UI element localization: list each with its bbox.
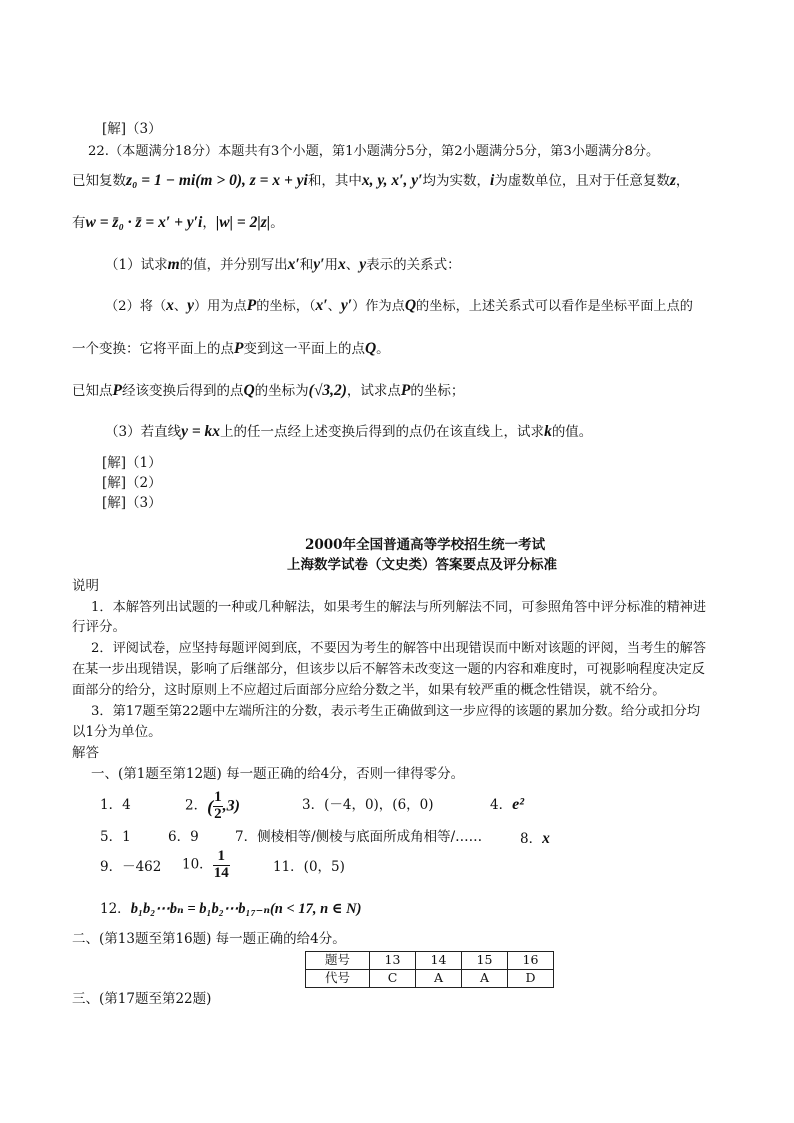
math-paren: ( <box>207 796 214 817</box>
math-P: P <box>234 340 244 357</box>
answers-heading: 解答 <box>72 745 99 761</box>
text: ）作为点 <box>352 299 405 314</box>
text: ， <box>202 215 216 231</box>
math-x-prime: x′ <box>287 256 300 273</box>
note-3-line-1: 3．第17题至第22题中左端所注的分数，表示考生正确做到这一步应得的该题的累加分数。给分或扣分均 <box>91 704 701 719</box>
table-cell: C <box>370 970 416 988</box>
answer-1: 1．4 <box>100 797 131 813</box>
section-1-heading: 一、(第1题至第12题) 每一题正确的给4分，否则一律得零分。 <box>91 766 465 782</box>
text: 的坐标，（ <box>256 299 316 314</box>
fraction-numerator: 1 <box>214 789 222 805</box>
text: 和，其中 <box>307 173 362 189</box>
fraction-numerator: 1 <box>213 849 230 866</box>
text: 、 <box>345 257 360 273</box>
sub-question-3 <box>105 424 592 440</box>
fraction-denominator: 14 <box>213 864 229 881</box>
math-z0-definition: z₀ = 1 − mi(m > 0), z = x + yi <box>126 172 308 189</box>
text: 表示的关系式： <box>366 257 461 273</box>
table-row <box>306 952 554 970</box>
answer-5: 5．1 <box>100 829 131 845</box>
text: 一个变换：它将平面上的点 <box>72 341 234 357</box>
answer-key-title-1: 2000年全国普通高等学校招生统一考试 <box>305 537 546 553</box>
problem-22-line-1 <box>72 173 689 189</box>
answer-9: 9．－462 <box>100 859 162 875</box>
text: 变到这一平面上的点 <box>243 341 365 357</box>
math-x-prime: x′ <box>315 297 328 314</box>
sub-question-2-line-2 <box>72 341 390 357</box>
section-3-heading: 三、(第17题至第22题) <box>72 991 212 1007</box>
math-line-y-kx: y = kx <box>181 423 221 440</box>
sub-question-1 <box>105 257 461 273</box>
text: 8． <box>520 831 543 847</box>
fraction-one-fourteenth <box>213 849 230 882</box>
notes-heading: 说明 <box>72 578 99 594</box>
math-i: i <box>490 172 495 189</box>
math-real-variables: x, y, x′, y′ <box>361 172 423 189</box>
text: 、 <box>327 299 341 314</box>
table-header-cell: 题号 <box>306 952 370 970</box>
text: 12． <box>100 901 131 917</box>
note-1-line-2: 行评分。 <box>72 619 126 635</box>
answer-11: 11．(0，5) <box>273 859 345 875</box>
table-cell: A <box>416 970 462 988</box>
text: ， <box>675 173 690 189</box>
text: 2． <box>185 797 208 814</box>
text: （1）试求 <box>105 257 168 273</box>
text: 经该变换后得到的点 <box>121 383 244 399</box>
fraction-denominator: 2 <box>214 805 222 822</box>
solution-marker-3-top: [解]（3） <box>102 121 162 137</box>
math-y: y <box>359 256 367 273</box>
text: 的坐标为 <box>254 383 309 399</box>
math-y-prime: y′ <box>340 297 353 314</box>
answer-8 <box>520 831 550 847</box>
math-rest: ,3) <box>222 797 240 815</box>
text: （2）将（ <box>105 299 167 314</box>
text: 为虚数单位，且对于任意复数 <box>494 173 670 189</box>
note-3-line-2: 以1分为单位。 <box>72 724 162 740</box>
math-w-definition: w = z̄₀ · z̄ = x′ + y′i <box>85 214 203 231</box>
math-P: P <box>400 382 411 399</box>
problem-22-heading: 22.（本题满分18分）本题共有3个小题，第1小题满分5分，第2小题满分5分，第3小题满分8分。 <box>88 144 660 159</box>
text: 已知复数 <box>72 173 126 189</box>
math-sequence-relation: b₁b₂⋯bₙ = b₁b₂⋯b₁₇₋ₙ(n < 17, n ∈ N) <box>130 901 362 917</box>
table-cell: 14 <box>416 952 462 970</box>
math-Q: Q <box>404 297 417 314</box>
math-x: x <box>542 830 550 847</box>
text: 、 <box>173 299 188 314</box>
text: 上的任一点经上述变换后得到的点仍在该直线上，试求 <box>220 424 545 440</box>
text: 均为实数， <box>422 173 491 189</box>
answer-key-title-2: 上海数学试卷（文史类）答案要点及评分标准 <box>287 557 557 573</box>
math-Q: Q <box>243 382 255 399</box>
table-cell: 15 <box>462 952 508 970</box>
math-modulus-relation: |w| = 2|z| <box>215 214 271 231</box>
answer-7: 7．侧棱相等/侧棱与底面所成角相等/…… <box>235 829 483 845</box>
table-cell: 13 <box>370 952 416 970</box>
text: 的坐标； <box>410 383 465 399</box>
text: 的坐标，上述关系式可以看作是坐标平面上点的 <box>416 299 693 314</box>
text: （3）若直线 <box>105 424 182 440</box>
text: 已知点 <box>72 383 113 399</box>
answer-3: 3．(－4，0)，(6，0) <box>302 797 434 813</box>
solution-marker-3: [解]（3） <box>102 495 162 511</box>
section-2-heading: 二、(第13题至第16题) 每一题正确的给4分。 <box>72 931 346 947</box>
text: 用 <box>324 257 339 273</box>
text: 和 <box>299 257 314 273</box>
sub-question-2-line-1 <box>105 298 693 314</box>
note-2-line-3: 面部分的给分，这时原则上不应超过后面部分应给分数之半，如果有较严重的概念性错误，就不给分。 <box>72 683 666 698</box>
fraction-one-half <box>213 790 223 823</box>
text: 的值，并分别写出 <box>179 257 288 273</box>
math-e-squared: e² <box>512 796 524 813</box>
math-y: y <box>187 297 194 314</box>
answer-10 <box>182 849 230 882</box>
math-y-prime: y′ <box>313 256 325 273</box>
solution-marker-1: [解]（1） <box>102 455 162 471</box>
math-Q: Q <box>364 340 377 357</box>
table-row <box>306 970 554 988</box>
text: 。 <box>270 215 284 231</box>
math-Q-coordinates: (√3,2) <box>308 382 347 399</box>
math-P: P <box>112 382 122 399</box>
answer-12 <box>100 902 361 917</box>
table-cell: A <box>462 970 508 988</box>
math-x: x <box>338 256 346 273</box>
text: 的值。 <box>551 424 593 440</box>
text: ，试求点 <box>346 383 401 399</box>
problem-22-line-2 <box>72 215 284 231</box>
table-cell: 16 <box>508 952 554 970</box>
answer-2 <box>185 790 240 823</box>
table-header-cell: 代号 <box>306 970 370 988</box>
text: ）用为点 <box>193 299 247 314</box>
math-m: m <box>167 256 180 273</box>
note-2-line-2: 在某一步出现错误，影响了后继部分，但该步以后不解答未改变这一题的内容和难度时，可视影响程度决定反 <box>72 662 705 677</box>
math-x: x <box>166 297 174 314</box>
math-z: z <box>669 172 676 189</box>
answer-4 <box>490 797 524 813</box>
text: 。 <box>376 341 390 357</box>
math-P: P <box>246 297 257 314</box>
table-cell: D <box>508 970 554 988</box>
text: 4． <box>490 797 513 813</box>
math-k: k <box>544 423 552 440</box>
note-1-line-1: 1．本解答列出试题的一种或几种解法，如果考生的解法与所列解法不同，可参照角答中评分标准的精神进 <box>91 600 707 615</box>
text: 有 <box>72 215 86 231</box>
answer-6: 6．9 <box>168 829 199 845</box>
sub-question-2-line-3 <box>72 383 464 399</box>
text: 10． <box>182 856 213 873</box>
solution-marker-2: [解]（2） <box>102 475 162 491</box>
note-2-line-1: 2．评阅试卷，应坚持每题评阅到底，不要因为考生的解答中出现错误而中断对该题的评阅，当考生的解答 <box>91 641 707 656</box>
answer-table <box>305 951 554 988</box>
